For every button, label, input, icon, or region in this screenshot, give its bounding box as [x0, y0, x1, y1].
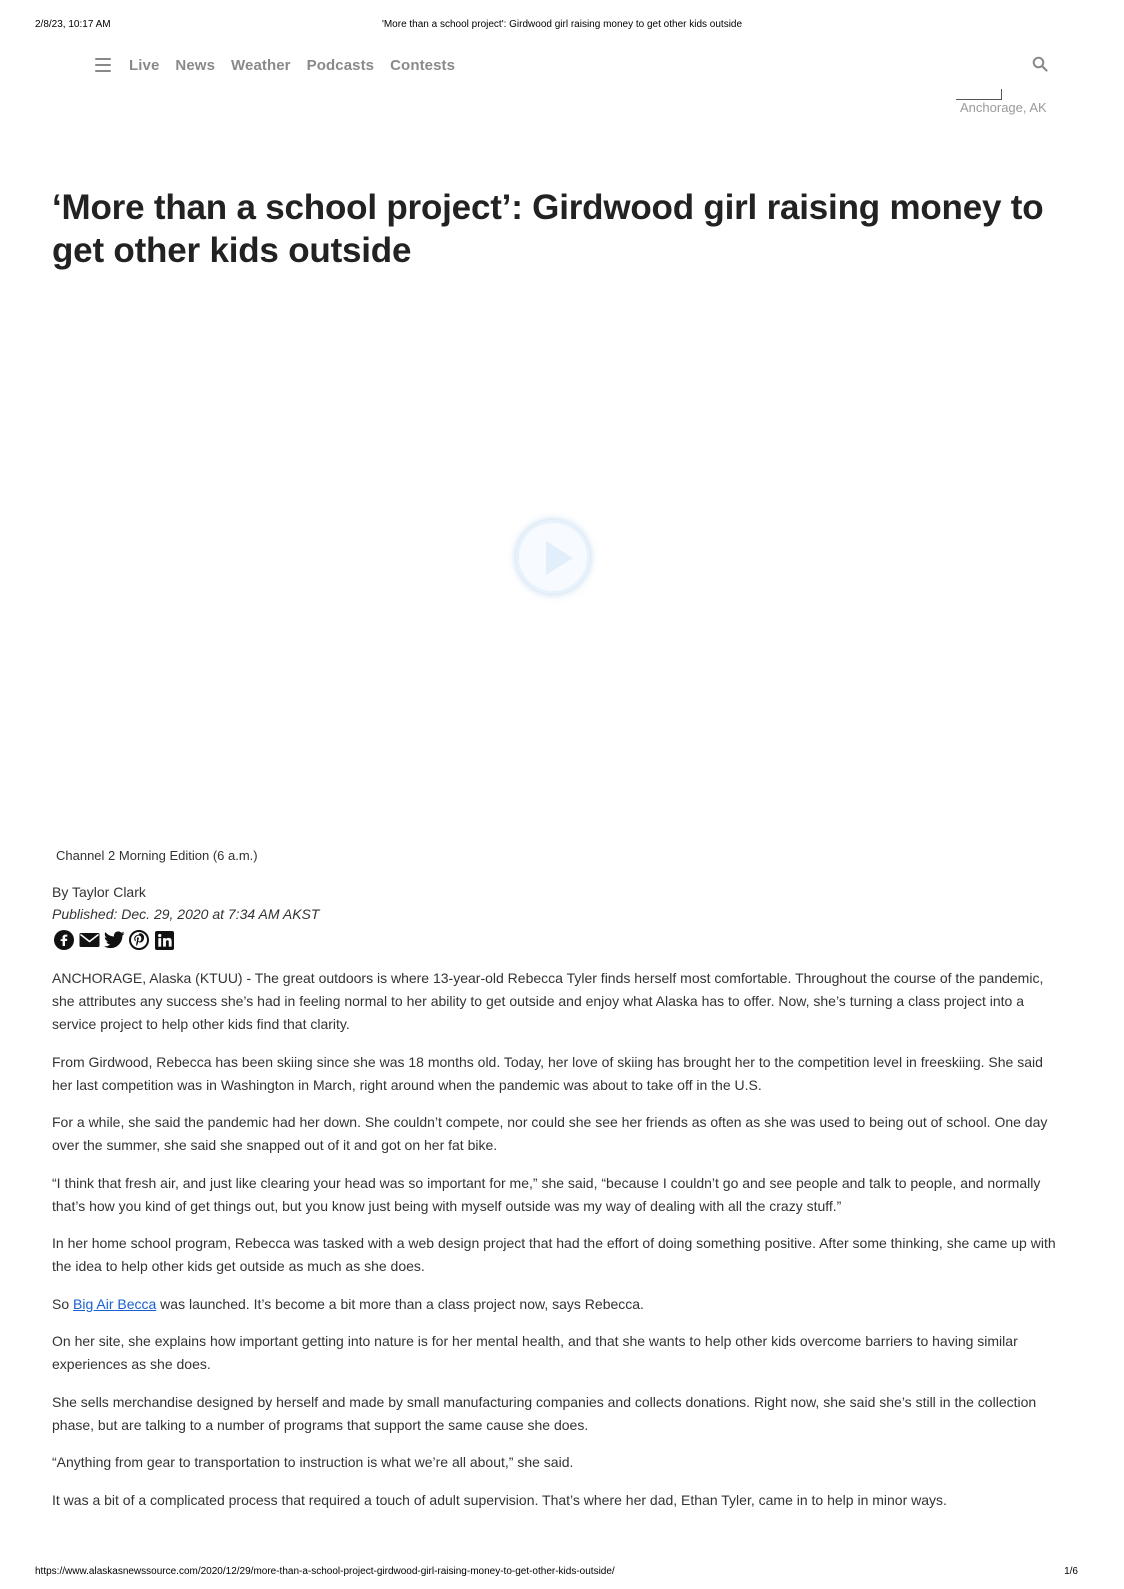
- facebook-icon[interactable]: [53, 930, 75, 950]
- big-air-becca-link[interactable]: Big Air Becca: [73, 1295, 157, 1312]
- email-icon[interactable]: [78, 930, 100, 950]
- article-paragraph: From Girdwood, Rebecca has been skiing since she was 18 months old. Today, her love of skiing has brought her to the competition level in freeskiing. She said her last competition was in Washington in March, right around when the pandemic was about to take off in the U.S.: [52, 1053, 1043, 1093]
- print-url: https://www.alaskasnewssource.com/2020/12/29/more-than-a-school-project-girdwood-girl-raising-money-to-get-other-kids-outside/: [35, 1566, 615, 1577]
- video-player[interactable]: [52, 282, 1057, 842]
- launch-suffix: was launched. It’s become a bit more than a class project now, says Rebecca.: [156, 1295, 644, 1312]
- article-headline: ‘More than a school project’: Girdwood girl raising money to get other kids outside: [52, 188, 1044, 270]
- pinterest-icon[interactable]: [128, 930, 150, 950]
- article-paragraph: On her site, she explains how important getting into nature is for her mental health, and that she wants to help other kids overcome barriers to having similar experiences as she does.: [52, 1333, 1018, 1372]
- article-body: [52, 967, 1057, 1526]
- site-nav: [95, 52, 471, 78]
- byline: By Taylor Clark: [52, 884, 146, 900]
- article-paragraph: For a while, she said the pandemic had her down. She couldn’t compete, nor could she see her friends as often as she was used to being out of school. One day over the summer, she said she snapped out of it and got on her fat bike.: [52, 1114, 1048, 1153]
- linkedin-icon[interactable]: [153, 930, 175, 950]
- print-page-number: 1/6: [1064, 1566, 1078, 1577]
- hamburger-menu-icon[interactable]: [95, 58, 111, 72]
- print-header: [0, 19, 1124, 33]
- weather-location: Anchorage, AK: [960, 100, 1047, 115]
- nav-podcasts[interactable]: Podcasts: [306, 56, 375, 74]
- twitter-icon[interactable]: [103, 930, 125, 950]
- article-paragraph: In her home school program, Rebecca was tasked with a web design project that had the effort of doing something positive. After some thinking, she came up with the idea to help other kids get outside as much as she does.: [52, 1235, 1056, 1274]
- print-datetime: 2/8/23, 10:17 AM: [35, 19, 111, 30]
- play-button[interactable]: [516, 520, 590, 594]
- weather-widget[interactable]: [956, 89, 1052, 117]
- video-caption: Channel 2 Morning Edition (6 a.m.): [56, 848, 258, 863]
- launch-prefix: So: [52, 1295, 74, 1312]
- nav-news[interactable]: News: [175, 56, 216, 74]
- share-bar: [53, 930, 178, 950]
- article-paragraph: She sells merchandise designed by herself and made by small manufacturing companies and collects donations. Right now, she said she’s still in the collection phase, but are talking to a number of programs that support the same cause she does.: [52, 1393, 1037, 1433]
- print-doc-title: 'More than a school project': Girdwood girl raising money to get other kids outside: [381, 19, 743, 30]
- article-paragraph: “Anything from gear to transportation to instruction is what we’re all about,” she said.: [52, 1454, 574, 1470]
- play-icon: [546, 541, 573, 575]
- nav-contests[interactable]: Contests: [390, 56, 456, 74]
- article-paragraph: ANCHORAGE, Alaska (KTUU) - The great outdoors is where 13-year-old Rebecca Tyler finds herself most comfortable. Throughout the course of the pandemic, she attributes any success she’s had in feeling normal to her ability to get outside and enjoy what Alaska has to offer. Now, she’s turning a class project into a service project to help other kids find that clarity.: [52, 970, 1044, 1032]
- print-footer: [0, 1566, 1124, 1580]
- article-paragraph: It was a bit of a complicated process that required a touch of adult supervision. That’s where her dad, Ethan Tyler, came in to help in minor ways.: [52, 1491, 947, 1508]
- nav-weather[interactable]: Weather: [231, 56, 291, 74]
- weather-divider-tick: [1001, 89, 1002, 100]
- search-icon[interactable]: [1032, 56, 1048, 72]
- nav-live[interactable]: Live: [129, 56, 160, 74]
- article-paragraph: “I think that fresh air, and just like clearing your head was so important for me,” she said, “because I couldn’t go and see people and talk to people, and normally that’s how you kind of get things out, but you know just being with myself outside was my way of dealing with all the crazy stuff.”: [52, 1174, 1041, 1214]
- published-date: Published: Dec. 29, 2020 at 7:34 AM AKST: [52, 906, 320, 922]
- article-paragraph-launch: [52, 1293, 1057, 1316]
